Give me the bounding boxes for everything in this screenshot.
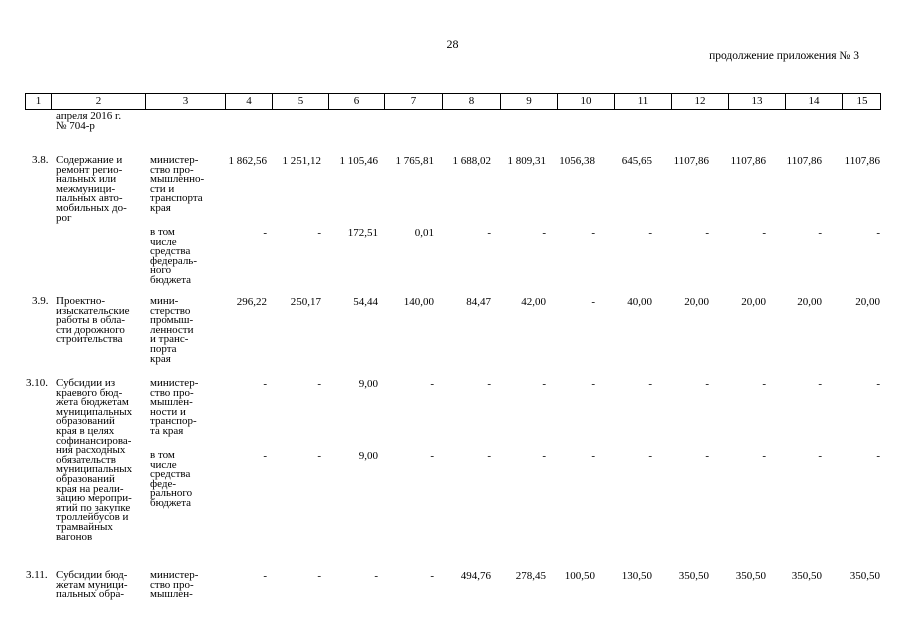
value-cell: 296,22 xyxy=(236,296,267,308)
value-cell: 250,17 xyxy=(290,296,321,308)
executor-line: бюджета xyxy=(150,497,192,509)
row-number: 3.10. xyxy=(26,377,48,389)
row-name-line: Проектно- xyxy=(56,295,106,307)
value-cell: 40,00 xyxy=(627,296,652,308)
header-cell: 12 xyxy=(672,94,729,109)
executor-line: числе xyxy=(150,235,177,248)
value-cell: - xyxy=(591,227,595,239)
value-cell: - xyxy=(263,227,267,239)
header-cell: 3 xyxy=(146,94,226,109)
executor-line: средства xyxy=(150,245,191,258)
row-name-line: образований xyxy=(56,473,115,485)
executor-line: транспорта xyxy=(150,192,203,205)
value-cell: - xyxy=(876,450,880,462)
executor-line: транспор- xyxy=(150,415,197,428)
value-cell: - xyxy=(648,450,652,462)
value-cell: - xyxy=(263,378,267,390)
value-cell: - xyxy=(591,450,595,462)
page-number: 28 xyxy=(446,37,459,51)
value-cell: - xyxy=(487,378,491,390)
value-cell: 9,00 xyxy=(358,378,378,390)
value-cell: - xyxy=(818,227,822,239)
executor-line: министер- xyxy=(150,154,199,166)
executor-line: мышлен- xyxy=(150,396,193,409)
row-name-line: Субсидии из xyxy=(56,377,116,389)
executor-line: ленности xyxy=(150,323,194,336)
row-number: 3.8. xyxy=(32,154,49,166)
row-name-line: образований xyxy=(56,415,115,428)
header-cell: 8 xyxy=(443,94,501,109)
value-cell: - xyxy=(317,570,321,582)
value-cell: - xyxy=(762,450,766,462)
row-number: 3.9. xyxy=(32,295,49,307)
header-cell: 4 xyxy=(226,94,273,109)
executor-line: в том xyxy=(150,226,175,238)
table-header-row xyxy=(25,93,881,110)
row-name-line: троллейбусов и xyxy=(56,511,129,524)
value-cell: 130,50 xyxy=(621,570,652,582)
header-cell: 11 xyxy=(615,94,672,109)
row-name-line: краевого бюд- xyxy=(56,386,123,399)
row-name-line: жетам муници- xyxy=(56,578,128,591)
value-cell: 350,50 xyxy=(849,570,880,582)
row-name-line: сти дорожного xyxy=(56,323,125,336)
value-cell: 494,76 xyxy=(460,570,491,582)
row-name-line: ятий по закупке xyxy=(56,501,131,514)
executor-line: рального xyxy=(150,487,193,500)
value-cell: - xyxy=(762,227,766,239)
value-cell: - xyxy=(876,378,880,390)
row-name-line: трамвайных xyxy=(56,521,113,533)
row-name-line: мобильных до- xyxy=(56,202,127,214)
value-cell: - xyxy=(263,570,267,582)
executor-line: мышленно- xyxy=(150,173,205,186)
value-cell: - xyxy=(317,227,321,239)
row-name-line: изыскательские xyxy=(56,304,130,317)
row-name-line: обязательств xyxy=(56,453,116,466)
value-cell: 278,45 xyxy=(515,570,546,582)
value-cell: 1 765,81 xyxy=(395,155,434,167)
value-cell: 1 862,56 xyxy=(228,155,267,167)
row-name-line: пальных обра- xyxy=(56,588,125,601)
value-cell: - xyxy=(648,378,652,390)
value-cell: 1107,86 xyxy=(844,155,880,167)
value-cell: - xyxy=(487,450,491,462)
value-cell: - xyxy=(648,227,652,239)
value-cell: - xyxy=(430,570,434,582)
row-name-line: нальных или xyxy=(56,173,117,186)
value-cell: - xyxy=(705,227,709,239)
value-cell: - xyxy=(705,378,709,390)
executor-line: ного xyxy=(150,264,172,277)
executor-line: сти и xyxy=(150,182,175,195)
row-number: 3.11. xyxy=(26,569,48,581)
value-cell: 84,47 xyxy=(466,296,491,308)
executor-line: федераль- xyxy=(150,254,197,267)
row-name-line: Содержание и xyxy=(56,154,123,166)
carry-over-line: апреля 2016 г. xyxy=(56,110,122,122)
header-cell: 1 xyxy=(26,94,52,109)
row-name-line: вагонов xyxy=(56,530,93,543)
header-cell: 7 xyxy=(385,94,443,109)
value-cell: 9,00 xyxy=(358,450,378,462)
value-cell: - xyxy=(542,378,546,390)
executor-line: ство про- xyxy=(150,163,194,176)
executor-line: и транс- xyxy=(150,333,189,346)
value-cell: 0,01 xyxy=(414,227,434,239)
header-cell: 14 xyxy=(786,94,843,109)
value-cell: 54,44 xyxy=(353,296,378,308)
value-cell: 1 251,12 xyxy=(282,155,321,167)
value-cell: 350,50 xyxy=(735,570,766,582)
executor-line: та края xyxy=(150,425,184,437)
executor-line: министер- xyxy=(150,377,199,389)
row-name-line: ния расходных xyxy=(56,444,126,457)
value-cell: 42,00 xyxy=(521,296,546,308)
value-cell: - xyxy=(430,450,434,462)
value-cell: 1107,86 xyxy=(673,155,709,167)
row-name-line: муниципальных xyxy=(56,463,133,476)
executor-line: мышлен- xyxy=(150,588,193,601)
row-name-line: межмуници- xyxy=(56,182,116,195)
value-cell: 1107,86 xyxy=(730,155,766,167)
executor-line: стерство xyxy=(150,304,191,317)
row-name-line: рог xyxy=(56,211,72,224)
value-cell: - xyxy=(542,450,546,462)
value-cell: 1 688,02 xyxy=(452,155,491,167)
executor-line: ности и xyxy=(150,405,186,418)
value-cell: - xyxy=(374,570,378,582)
value-cell: - xyxy=(542,227,546,239)
row-name-line: муниципальных xyxy=(56,405,133,418)
value-cell: - xyxy=(876,227,880,239)
carry-over-line: № 704-р xyxy=(56,120,95,132)
executor-line: ство про- xyxy=(150,578,194,591)
value-cell: - xyxy=(762,378,766,390)
value-cell: - xyxy=(591,296,595,308)
value-cell: 350,50 xyxy=(678,570,709,582)
header-cell: 10 xyxy=(558,94,615,109)
value-cell: - xyxy=(818,378,822,390)
value-cell: - xyxy=(430,378,434,390)
row-name-line: зацию меропри- xyxy=(56,492,132,505)
header-cell: 6 xyxy=(329,94,385,109)
value-cell: 20,00 xyxy=(797,296,822,308)
value-cell: 20,00 xyxy=(684,296,709,308)
value-cell: 140,00 xyxy=(403,296,434,308)
value-cell: - xyxy=(487,227,491,239)
row-name-line: пальных авто- xyxy=(56,192,123,205)
value-cell: 20,00 xyxy=(855,296,880,308)
header-cell: 9 xyxy=(501,94,558,109)
executor-line: средства xyxy=(150,468,191,481)
row-name-line: Субсидии бюд- xyxy=(56,569,128,581)
value-cell: 1107,86 xyxy=(786,155,822,167)
value-cell: - xyxy=(818,450,822,462)
executor-line: бюджета xyxy=(150,274,192,286)
row-name-line: края в целях xyxy=(56,425,115,437)
executor-line: феде- xyxy=(150,477,177,490)
value-cell: 172,51 xyxy=(347,227,378,239)
executor-line: промыш- xyxy=(150,314,194,327)
executor-line: числе xyxy=(150,458,177,471)
executor-line: в том xyxy=(150,449,175,461)
header-cell: 13 xyxy=(729,94,786,109)
value-cell: 20,00 xyxy=(741,296,766,308)
row-name-line: жета бюджетам xyxy=(56,396,129,409)
row-name-line: ремонт регио- xyxy=(56,163,123,176)
row-name-line: строительства xyxy=(56,333,123,346)
row-name-line: работы в обла- xyxy=(56,314,126,327)
value-cell: - xyxy=(317,378,321,390)
value-cell: 1 105,46 xyxy=(339,155,378,167)
value-cell: - xyxy=(263,450,267,462)
value-cell: - xyxy=(317,450,321,462)
executor-line: края xyxy=(150,352,171,365)
executor-line: ство про- xyxy=(150,386,194,399)
continuation-note: продолжение приложения № 3 xyxy=(709,50,859,62)
row-name-line: края на реали- xyxy=(56,482,124,495)
value-cell: 645,65 xyxy=(621,155,652,167)
executor-line: министер- xyxy=(150,569,199,581)
value-cell: - xyxy=(591,378,595,390)
header-cell: 5 xyxy=(273,94,329,109)
executor-line: края xyxy=(150,202,171,214)
value-cell: 1056,38 xyxy=(559,155,595,167)
header-cell: 2 xyxy=(52,94,146,109)
row-name-line: софинансирова- xyxy=(56,434,132,447)
value-cell: 1 809,31 xyxy=(507,155,546,167)
value-cell: 350,50 xyxy=(791,570,822,582)
value-cell: 100,50 xyxy=(564,570,595,582)
header-cell: 15 xyxy=(856,95,868,107)
executor-line: порта xyxy=(150,343,177,355)
value-cell: - xyxy=(705,450,709,462)
executor-line: мини- xyxy=(150,295,179,307)
